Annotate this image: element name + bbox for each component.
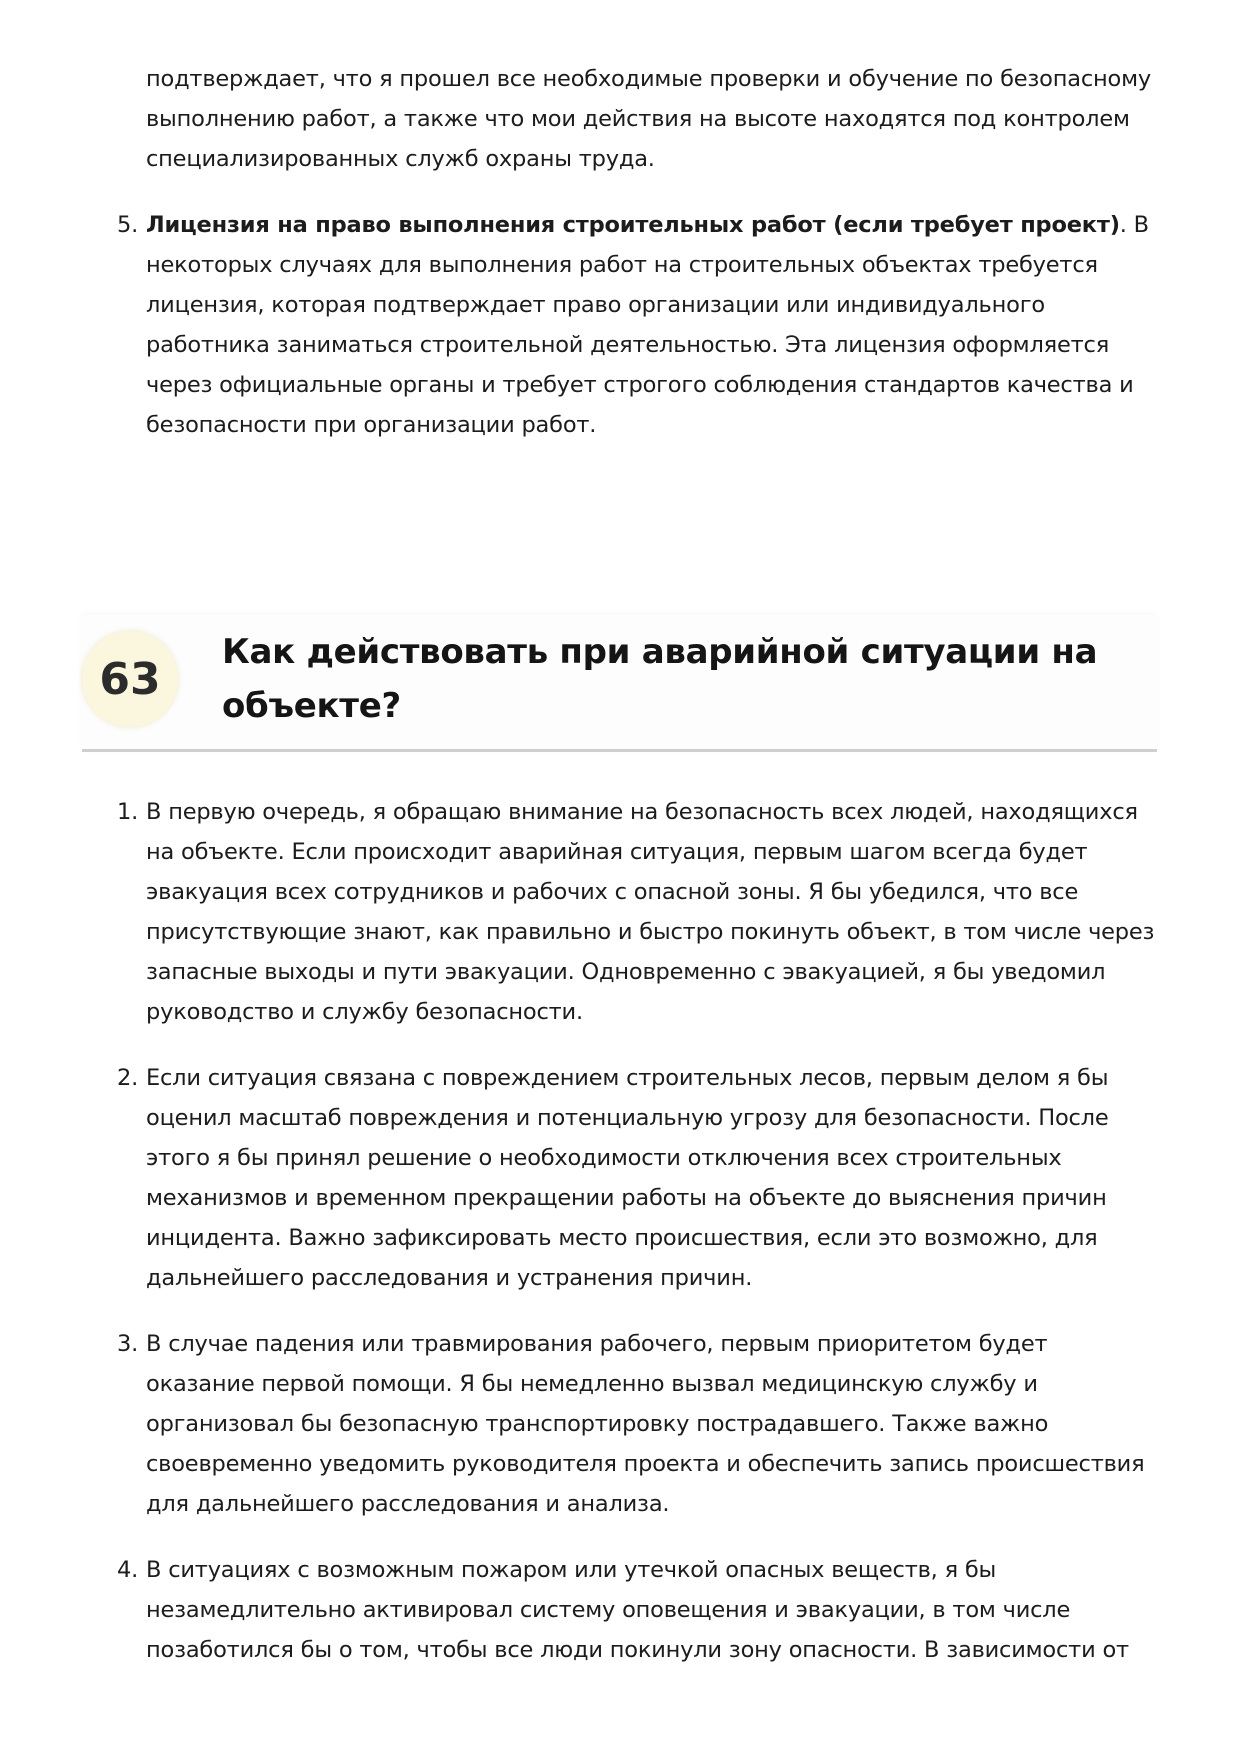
list-item-continuation [0,59,1156,179]
list-item-text: . В некоторых случаях для выполнения работ на строительных объектах требуется лицензия, которая подтверждает право организации или индивидуального работника заниматься строительной деятельностью. Эта лицензия оформляется через официальные органы и требует строгого соблюдения стандартов качества и безопасности при организации работ. [146,212,1149,438]
previous-answer-list [0,59,1239,445]
list-item-number: 1. [117,799,139,825]
list-item-bold-text: Лицензия на право выполнения строительных работ (если требует проект) [146,212,1120,238]
list-item-text: В случае падения или травмирования рабочего, первым приоритетом будет оказание первой помощи. Я бы немедленно вызвал медицинскую службу и организовал бы безопасную транспортировку пострадавшего. Также важно своевременно уведомить руководителя проекта и обеспечить запись происшествия для дальнейшего расследования и анализа. [146,1331,1145,1517]
list-item-number: 3. [117,1331,139,1357]
list-item-text: подтверждает, что я прошел все необходимые проверки и обучение по безопасному выполнению работ, а также что мои действия на высоте находятся под контролем специализированных служб охраны труда. [146,66,1151,172]
question-title: Как действовать при аварийной ситуации на объекте? [222,632,1098,726]
list-item-number: 2. [117,1065,139,1091]
list-item-number: 5. [117,212,139,238]
list-item-text: В ситуациях с возможным пожаром или утечкой опасных веществ, я бы незамедлительно активировал систему оповещения и эвакуации, в том числе позаботился бы о том, чтобы все люди покинули зону опасности. В зависимости от [146,1557,1129,1663]
list-item [0,1550,1156,1670]
list-item [0,205,1156,445]
list-item-text: В первую очередь, я обращаю внимание на безопасность всех людей, находящихся на объекте. Если происходит аварийная ситуация, первым шагом всегда будет эвакуация всех сотрудников и рабочих с опасной зоны. Я бы убедился, что все присутствующие знают, как правильно и быстро покинуть объект, в том числе через запасные выходы и пути эвакуации. Одновременно с эвакуацией, я бы уведомил руководство и службу безопасности. [146,799,1155,1025]
question-number-badge: 63 [82,631,178,727]
list-item [0,1058,1156,1298]
list-item [0,792,1156,1032]
list-item-text: Если ситуация связана с повреждением строительных лесов, первым делом я бы оценил масштаб повреждения и потенциальную угрозу для безопасности. После этого я бы принял решение о необходимости отключения всех строительных механизмов и временном прекращении работы на объекте до выяснения причин инцидента. Важно зафиксировать место происшествия, если это возможно, для дальнейшего расследования и устранения причин. [146,1065,1109,1291]
list-item [0,1324,1156,1524]
list-item-number: 4. [117,1557,139,1583]
question-heading [82,615,1157,752]
answer-list [0,792,1239,1696]
